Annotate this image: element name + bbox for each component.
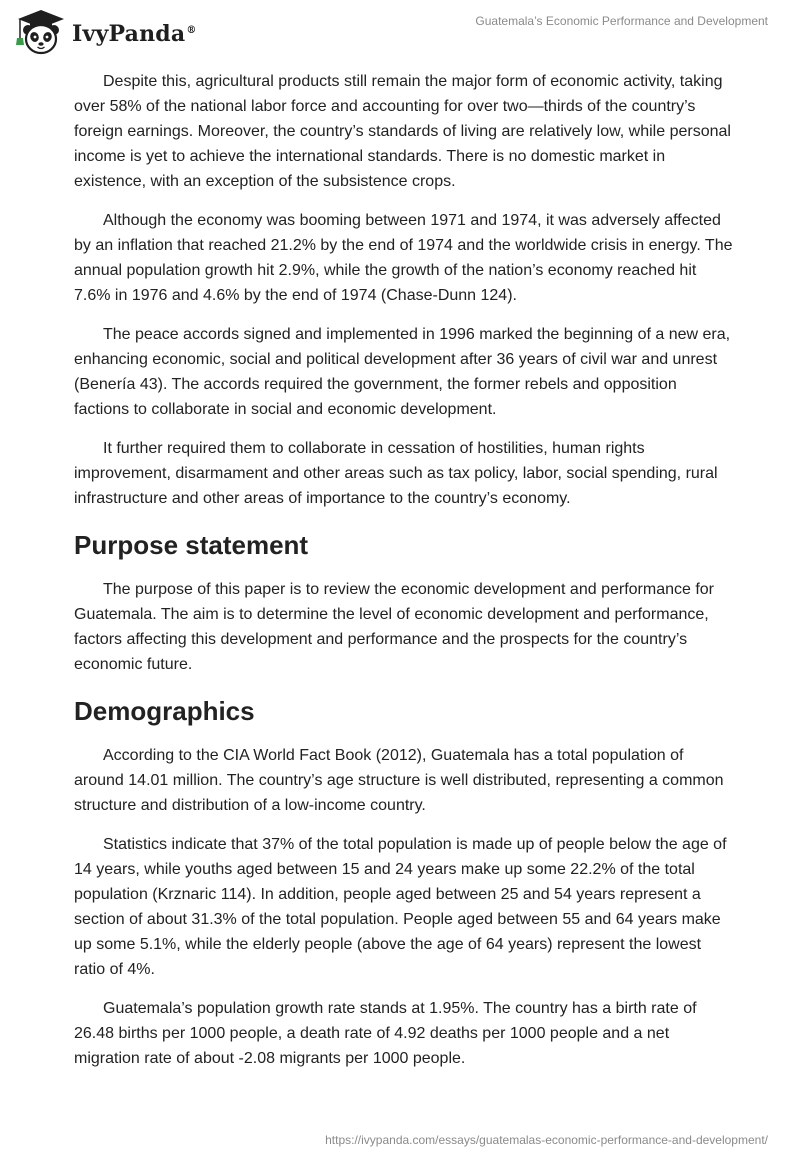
essay-body <box>74 69 734 1085</box>
paragraph: The peace accords signed and implemented in 1996 marked the beginning of a new era, enhancing economic, social and political development after 36 years of civil war and unrest (Benería 43). The accords required the government, the former rebels and opposition factions to collaborate in social and economic development. <box>74 326 731 418</box>
section-heading-purpose: Purpose statement <box>74 530 309 560</box>
paragraph: Guatemala’s population growth rate stands at 1.95%. The country has a birth rate of 26.48 births per 1000 people, a death rate of 4.92 deaths per 1000 people and a net migration rate of about -2.08 migrants per 1000 people. <box>74 1000 697 1067</box>
paragraph: Despite this, agricultural products still remain the major form of economic activity, taking over 58% of the national labor force and accounting for over two—thirds of the country’s foreign earnings. Moreover, the country’s standards of living are relatively low, while personal income is yet to achieve the international standards. There is no domestic market in existence, with an exception of the subsistence crops. <box>74 73 731 190</box>
panda-graduate-icon <box>14 8 68 56</box>
brand-name: IvyPanda® <box>72 21 197 47</box>
paragraph: Statistics indicate that 37% of the total population is made up of people below the age of 14 years, while youths aged between 15 and 24 years make up some 22.2% of the total population (Krznaric 114). In addition, people aged between 25 and 54 years represent a section of about 31.3% of the total population. People aged between 55 and 64 years make up some 5.1%, while the elderly people (above the age of 64 years) represent the lowest ratio of 4%. <box>74 836 727 978</box>
paragraph: It further required them to collaborate in cessation of hostilities, human rights improvement, disarmament and other areas such as tax policy, labor, social spending, rural infrastructure and other areas of importance to the country’s economy. <box>74 440 718 507</box>
document-title: Guatemala’s Economic Performance and Development <box>475 14 768 28</box>
paragraph: Although the economy was booming between 1971 and 1974, it was adversely affected by an inflation that reached 21.2% by the end of 1974 and the worldwide crisis in energy. The annual population growth hit 2.9%, while the growth of the nation’s economy reached hit 7.6% in 1976 and 4.6% by the end of 1974 (Chase-Dunn 124). <box>74 212 733 304</box>
page-header <box>0 0 800 60</box>
paragraph: According to the CIA World Fact Book (2012), Guatemala has a total population of around 14.01 million. The country’s age structure is well distributed, representing a common structure and distribution of a low-income country. <box>74 747 724 814</box>
source-url[interactable]: https://ivypanda.com/essays/guatemalas-economic-performance-and-development/ <box>325 1133 768 1147</box>
brand-logo[interactable] <box>14 8 197 56</box>
paragraph: The purpose of this paper is to review the economic development and performance for Guatemala. The aim is to determine the level of economic development and performance, factors affecting this development and performance and the prospects for the country’s economic future. <box>74 581 714 673</box>
section-heading-demographics: Demographics <box>74 696 255 726</box>
